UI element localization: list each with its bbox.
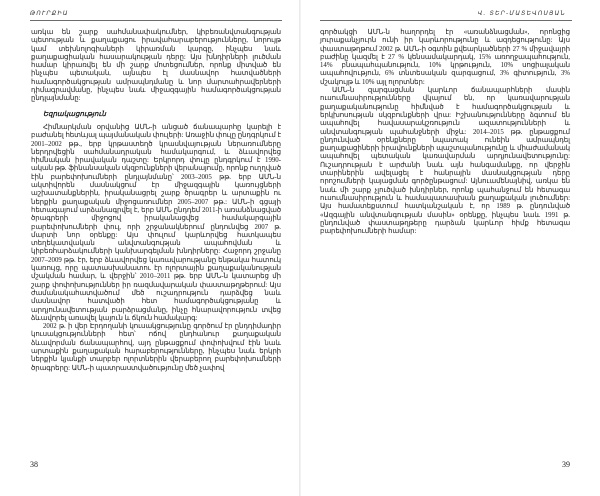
page-number-right: 39 (562, 460, 570, 469)
header-rule-left (30, 20, 282, 21)
paragraph: գործակցի ԱՄՆ-ն հաղորդել էր «առանձնացման», որոնցից յուրաքանչյուրն ունի իր կարևորությունը և ազդեցությունը: Այս փաստաթղթում 2002 թ. ԱՄՆ-ի օգտին քվեարկածների 27 % միջավայրի բաժինը կազմել է 27 % կենսամակարդակ, 15% առողջապահություն, 14% բնապահպանություն, 10% կրթություն, 10% սոցիալական ապահովություն, 6% տնտեսական զարգացում, 3% գիտություն, 3% մշակույթ և 10% այլ ոլորտներ: (320, 29, 570, 86)
right-page (300, 0, 600, 496)
left-text-column (31, 29, 281, 373)
running-header-right: Վ. ՏԵՐ-ՄԱՏԵՎՈՍՅԱՆ (477, 10, 566, 17)
paragraph: առկա են շարք սահմանափակումներ, կիբեռանվտանգության պետության և քաղաքացու իրավահարաբերությունները, նորույթ կամ տեխնոլոգիաների կիրառման կարգը, ինչպես նաև քաղաքացիական հասարակության դերը: Այս խնդիրների լուծման համար կիրառվել են մի շարք մոտեցումներ, որոնք միտված են ինչպես պետական, այնպես էլ մասնավոր հատվածների համագործակցության ամրապնդմանը և նոր մարտահրավերների դիմագրավմանը, ինչպես նաև միջազգային համագործակցության ընդլայնմանը: (31, 29, 281, 103)
running-header-left: ԹՈՒՐՔԻԱ (30, 10, 69, 17)
header-rule-right (320, 20, 572, 21)
right-text-column (320, 29, 570, 236)
section-heading: Եզրակացություն (43, 109, 106, 118)
page-number-left: 38 (30, 460, 38, 469)
paragraph: ԱՄՆ-ն զարգացման կարևոր ճանապարհների մասին ուսումնասիրությունները վկայում են, որ կառավարության քաղաքականությունը հիմնված է համագործակցության և երկխոսության սկզբունքների վրա: Իշխանությունները ձգտում են ապահովել հավասարակշռություն ազատությունների և անվտանգության պահանջների միջև: 2014–2015 թթ. ընթացքում ընդունված օրենքները նպատակ ունեին ամրապնդել քաղաքացիների իրավունքների պաշտպանությունը և միաժամանակ ապահովել պետական կառավարման արդյունավետությունը: Ուշադրության է արժանի նաև այն հանգամանքը, որ վերջին տարիներին ավելացել է հանրային մասնակցության դերը որոշումների կայացման գործընթացում: Այնուամենայնիվ, առկա են նաև մի շարք չլուծված խնդիրներ, որոնք պահանջում են հետագա ուսումնասիրություն և համապատասխան քաղաքական լուծումներ: Այս համատեքստում հատկանշական է, որ 1989 թ. ընդունված «Ազգային անվտանգության մասին» օրենքը, ինչպես նաև 1991 թ. ընդունված փաստաթղթերը դարձան կարևոր հիմք հետագա բարեփոխումների համար: (320, 87, 570, 236)
paragraph: Հիմնարկման օրվանից ԱՄՆ-ի անցած ճանապարհը կարելի է բաժանել հետևյալ պայմանական փուլերի: Առաջին փուլը ընդգրկում է 2001–2002 թթ., երբ կրթաստեղծ կրասնվայության ներառումները ներդրվեցին սահմանադրական համակարգում, և ձևավորվեց հիմնական իրավական դաշտը: Երկրորդ փուլը ընդգրկում է 1990-ական թթ. ֆինանսական սկզբունքների վերանայումը, որոնք ուղղված էին բարեփոխումների ընդլայնմանը՝ 2003–2005 թթ. երբ ԱՄՆ-ն ակտիվորեն մասնակցում էր միջազգային կառույցների աշխատանքներին, իրականացրել շարք ծրագրեր և արտաքին ու ներքին քաղաքական միջոցառումներ 2005–2007 թթ.: ԱՄՆ-ի գցայի հետագայում արձանագրվել է, երբ ԱՄՆ ընդդեմ 2011-ի առանձնացված ծրագրերի միջոցով իրականացվեց համակարգային բարեփոխումների փուլ, որի շրջանակներում ընդունվեց 2007 թ. մարտի նոր օրենքը: Այս փուլում կարևորվեց հատկապես տեղեկատվական անվտանգության ապահովման և կիբեռհարձակումների կանխարգելման խնդիրները: Հաջորդ շրջանը 2007–2009 թթ. էր, երբ ձևավորվեց կառավարությանը ենթակա հատուկ կառույց, որը պատասխանատու էր ոլորտային քաղաքականության մշակման համար, և վերջին՝ 2010–2011 թթ. երբ ԱՄՆ-ն կատարեց մի շարք փոփոխություններ իր ռազմավարական փաստաթղթերում: Այս ժամանակահատվածում մեծ ուշադրություն դարձվեց նաև մասնավոր հատվածի հետ համագործակցությանը և արդյունավետության բարձրացմանը, ինչը հնարավորություն տվեց ձևավորել առավել կայուն և ճկուն համակարգ: (31, 123, 281, 322)
paragraph: 2002 թ. ի վեր Էրդողանի կուսակցությունը գործում էր ընդդիմադիր կուսակցությունների հետ՝ ոճով ընդհանուր քաղաքական ձևավորման ճանապարհով, այդ ընթացքում փոփոխվում էին նաև արտաքին քաղաքական հարաբերությունները, ինչպես նաև երկրի ներքին կյանքի տարբեր ոլորտներին վերաբերող բարեփոխումների ծրագրերը: ԱՄՆ-ի պատրաստվածությունը մեծ չափով (31, 323, 281, 372)
